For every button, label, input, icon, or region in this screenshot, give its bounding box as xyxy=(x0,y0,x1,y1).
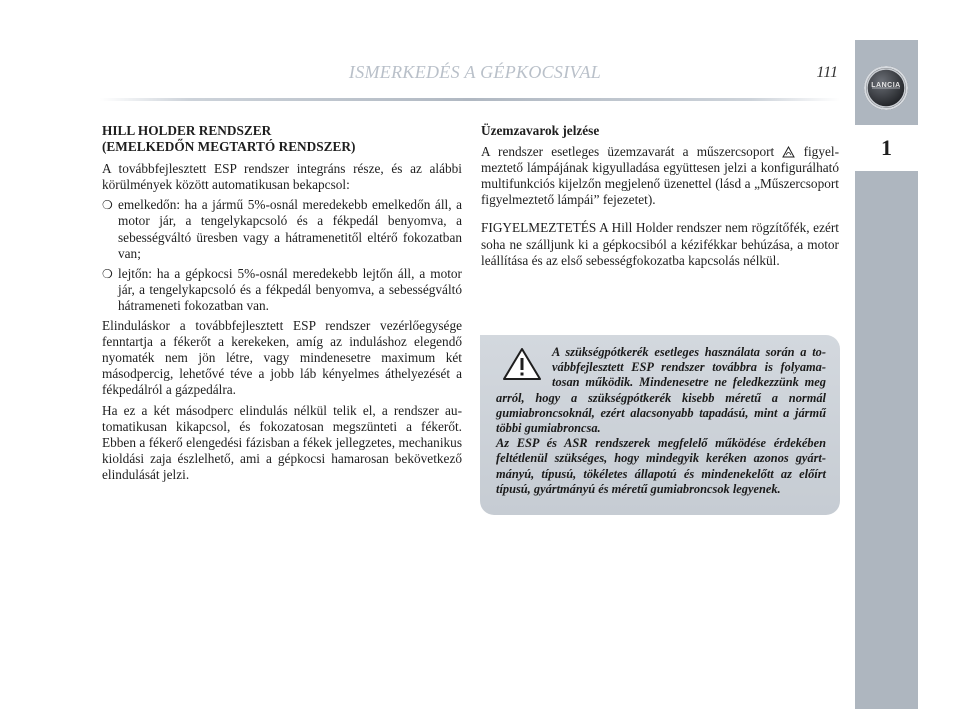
body-paragraph: Elinduláskor a továbbfejlesztett ESP rendszer vezérlőegysége fenntartja a fékerőt a kerekeken, amíg az induláshoz elegendő nyomaték nem jön létre, vagy mindenesetre maximum két másodpercig, lehetővé téve a jobb láb kényelmes áthelyezését a fékpedálról a gázpedálra. xyxy=(102,318,462,398)
paragraph-text: A rendszer esetleges üzemzavarát a műszercsoport xyxy=(481,144,775,160)
malfunction-paragraph xyxy=(481,144,839,208)
section-heading xyxy=(102,123,462,155)
logo-text: LANCIA xyxy=(871,82,901,89)
list-item xyxy=(102,266,462,314)
running-header-title: ISMERKEDÉS A GÉPKOCSIVAL xyxy=(348,62,602,82)
warning-text: A szükségpótkerék esetleges használata során a továbbfejlesztett ESP rendszer továbbra is folyamatosan működik. Mindenesetre ne feledkezzünk meg arról, hogy a szükségpótkerék kisebb méretű a normál gumiabroncsoknál, ezért alacsonyabb tapadású, mint a jármű többi gumiabroncsa. xyxy=(496,345,826,436)
warning-callout xyxy=(480,335,840,515)
chapter-number: 1 xyxy=(855,125,918,171)
heading-line-2: (EMELKEDŐN MEGTARTÓ RENDSZER) xyxy=(102,139,356,155)
lancia-logo xyxy=(864,66,908,110)
left-column xyxy=(102,123,462,487)
esp-warning-lamp-icon xyxy=(782,146,795,158)
list-item-text: lejtőn: ha a gépkocsi 5%-osnál meredekebb lejtőn áll, a motor jár, a tengelykapcsoló és a fékpedál benyomva, a sebességváltó hátrameneti fokozatban van. xyxy=(118,265,462,313)
warning-callout-text xyxy=(496,345,826,497)
subsection-heading: Üzemzavarok jelzése xyxy=(481,123,600,138)
heading-line-1: HILL HOLDER RENDSZER xyxy=(102,123,272,138)
circle-bullet-icon: ❍ xyxy=(102,198,113,213)
header-rule xyxy=(100,98,840,101)
paragraph-text: figyelmeztető lámpájának kigyulladása együttesen jelzi a konfigurálható multifunkciós kijelzőn megjelenő üzenettel (lásd a „Műszercsoport figyelmeztető lámpái” fejezetet). xyxy=(481,144,840,208)
list-item xyxy=(102,197,462,261)
page-number: 111 xyxy=(816,64,838,81)
intro-paragraph: A továbbfejlesztett ESP rendszer integráns része, és az alábbi körülmények között automatikusan bekapcsol: xyxy=(102,161,462,193)
list-item-text: emelkedőn: ha a jármű 5%-osnál meredekebb emelkedőn áll, a motor jár, a tengelykapcsoló és a fékpedál benyomva, a sebességváltó üresben vagy a hátramenetitől eltérő fokozatban van; xyxy=(118,197,462,261)
warning-triangle-icon xyxy=(502,347,542,381)
body-paragraph: Ha ez a két másodperc elindulás nélkül telik el, a rendszer automatikusan kikapcsol, és fokozatosan megszünteti a fékerőt. Ebben a fékerő elengedési fázisban a fékek jellegzetes, mechanikus kioldási zaja észlelhető, ami a gépkocsi hamarosan bekövetkező elindulását jelzi. xyxy=(102,402,462,482)
warning-text: Az ESP és ASR rendszerek megfelelő működése érdekében feltétlenül szükséges, hogy mindegyik keréken azonos gyártmányú, típusú, tökéletes állapotú és mindenekelőtt az előírt típusú, gyártmányú és méretű gumiabroncsok legyenek. xyxy=(496,436,826,496)
circle-bullet-icon: ❍ xyxy=(102,266,113,281)
warning-paragraph: FIGYELMEZTETÉS A Hill Holder rendszer nem rögzítőfék, ezért soha ne szálljunk ki a gépkocsiból a kézifékkar behúzása, a motor leállítása és az első sebességfokozatba kapcsolás nélkül. xyxy=(481,220,839,268)
right-column xyxy=(481,123,839,273)
